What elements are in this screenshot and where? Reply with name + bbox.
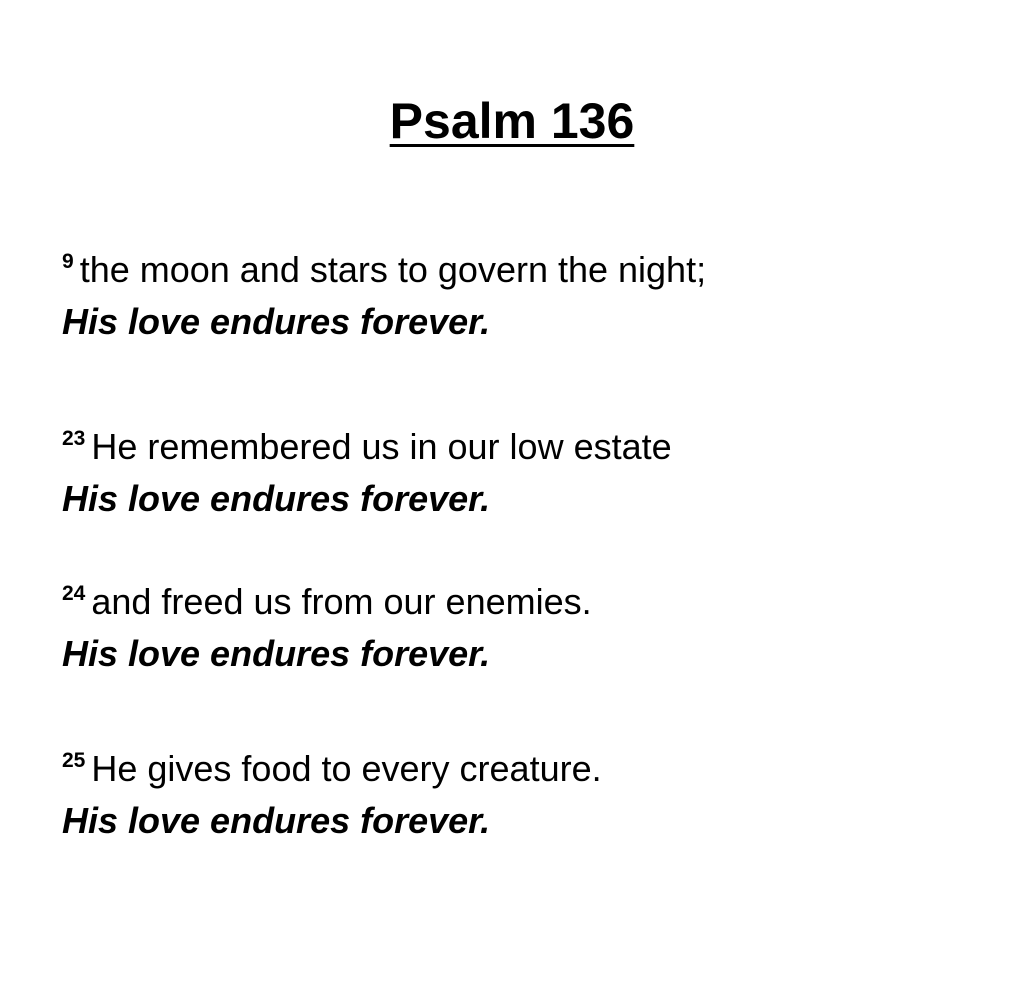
verse-text: and freed us from our enemies. — [91, 581, 592, 622]
verse-block-24 — [62, 568, 962, 680]
refrain: His love endures forever. — [62, 301, 491, 342]
verse-block-23 — [62, 413, 962, 525]
verse-text: the moon and stars to govern the night; — [79, 249, 707, 290]
verse-number: 23 — [62, 427, 86, 450]
verse-line — [62, 236, 962, 296]
refrain: His love endures forever. — [62, 633, 491, 674]
verse-block-9 — [62, 236, 962, 348]
verse-text: He remembered us in our low estate — [91, 426, 672, 467]
verse-line — [62, 568, 962, 628]
refrain: His love endures forever. — [62, 800, 491, 841]
verse-line — [62, 413, 962, 473]
verse-number: 9 — [62, 250, 74, 273]
verse-number: 25 — [62, 749, 86, 772]
refrain: His love endures forever. — [62, 478, 491, 519]
verse-block-25 — [62, 735, 962, 847]
page-title-text: Psalm 136 — [389, 93, 635, 149]
page-title — [0, 86, 1024, 156]
verse-number: 24 — [62, 582, 86, 605]
verse-text: He gives food to every creature. — [91, 748, 602, 789]
verse-line — [62, 735, 962, 795]
